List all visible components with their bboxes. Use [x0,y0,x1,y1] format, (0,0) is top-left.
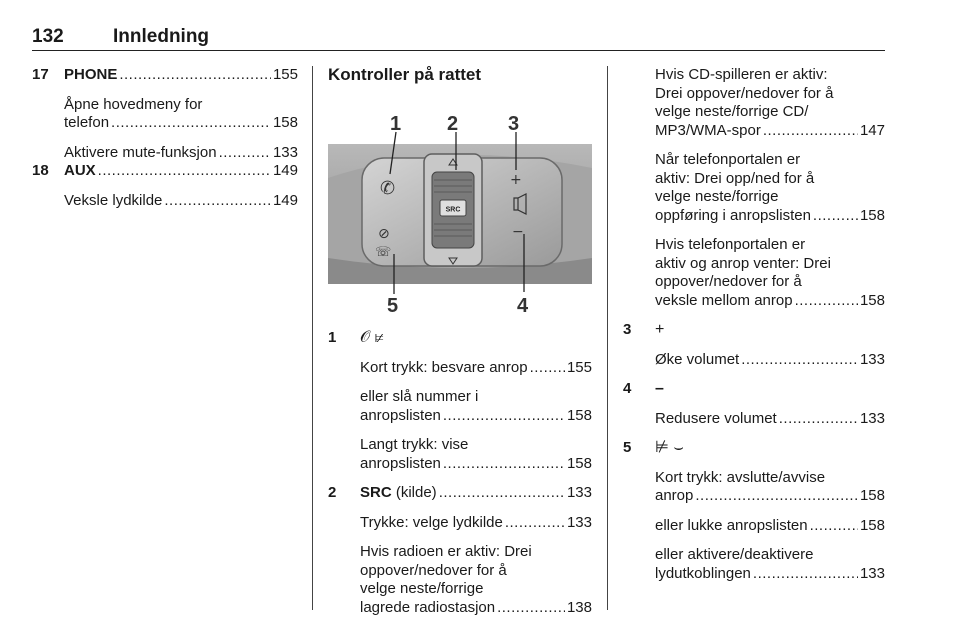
entry-text: eller slå nummer i [360,388,479,405]
entry-text: telefon [64,114,110,131]
entry-number: 3 [623,321,632,338]
entry-text: oppføring i anropslisten [655,206,811,224]
page-header [32,24,885,51]
entry-4 [623,380,885,428]
column-divider [312,66,313,610]
page-ref: 158 [859,516,885,534]
entry-text: Veksle lydkilde [64,191,163,209]
minus-icon: – [655,380,664,397]
entry-number: 4 [623,380,632,397]
entry-number: 17 [32,66,49,83]
entry-number: 2 [328,484,337,501]
index-row [64,114,298,133]
page-ref: 158 [272,114,298,131]
phone-icons: 𝒪 ⊭ [360,329,384,346]
src-label: SRC [445,206,461,214]
mute-icon: ⊘ [378,226,390,242]
index-row [360,455,592,474]
entry-text: Drei oppover/nedover for å [655,84,834,102]
entry-number: 5 [623,439,632,456]
page-title: Innledning [113,26,210,47]
column-divider [607,66,608,610]
page-ref: 158 [859,487,885,504]
page-number: 132 [32,26,64,47]
middle-column [328,66,592,85]
page-ref: 149 [272,191,298,209]
page-ref: 158 [566,406,592,424]
entry-text: anropslisten [360,406,441,424]
index-row [360,359,592,378]
callout-3: 3 [508,113,520,135]
hangup-mute-icons: ⊭ ⌣ [655,439,684,456]
page-ref: 147 [859,121,885,139]
entry-text: anropslisten [360,454,441,472]
entry-text: veksle mellom anrop [655,291,793,309]
index-row [655,207,885,226]
index-row [360,599,592,618]
entry-text: velge neste/forrige CD/ [655,103,809,120]
entry-17 [32,66,298,162]
entry-18 [32,162,298,210]
entry-text: Øke volumet [655,350,740,368]
entry-text: oppover/nedover for å [360,561,507,579]
entry-text: (kilde) [391,484,437,501]
entry-text: Langt trykk: vise [360,436,469,453]
entry-text: eller lukke anropslisten [655,516,808,534]
phone-answer-icon: ✆ [380,178,396,199]
entry-label: PHONE [64,66,118,83]
page-ref: 155 [272,66,298,83]
entry-text: velge neste/forrige [360,580,484,597]
page-ref: 158 [859,291,885,309]
index-row [360,407,592,426]
middle-column-list [328,329,592,617]
page-ref: 158 [859,206,885,224]
entry-text: Trykke: velge lydkilde [360,513,503,531]
entry-2 [328,484,592,617]
callout-4: 4 [517,295,529,317]
callout-2: 2 [447,113,459,135]
entry-text: Åpne hovedmeny for [64,95,203,113]
page-ref: 158 [566,454,592,472]
callout-1: 1 [390,113,402,135]
plus-icon: + [510,172,522,188]
page-ref: 138 [566,598,592,616]
entry-text: aktiv og anrop venter: Drei [655,254,831,272]
section-title: Kontroller på rattet [328,65,482,84]
entry-text: lagrede radiostasjon [360,598,496,616]
index-row [32,66,298,85]
index-row [655,122,885,141]
entry-text: oppover/nedover for å [655,273,802,290]
entry-text: Kort trykk: avslutte/avvise [655,468,826,486]
index-row [655,565,885,584]
entry-label: AUX [64,162,96,179]
entry-text: Kort trykk: besvare anrop [360,358,528,376]
entry-text: Hvis CD-spilleren er aktiv: [655,66,828,83]
entry-text: aktiv: Drei opp/ned for å [655,169,815,187]
index-row [64,192,298,211]
index-row [32,162,298,181]
page-ref: 149 [272,162,298,179]
page-ref: 133 [566,513,592,531]
entry-text: Hvis radioen er aktiv: Drei [360,543,532,560]
index-row [360,484,592,503]
entry-text: anrop [655,487,694,504]
index-row [655,487,885,506]
index-row [655,517,885,536]
index-row [360,514,592,533]
phone-hangup-icon: ☏ [375,245,392,260]
entry-text: eller aktivere/deaktivere [655,546,814,563]
entry-text: Hvis telefonportalen er [655,236,806,253]
index-row [655,292,885,311]
entry-text: lydutkoblingen [655,564,751,582]
left-column [32,66,298,210]
index-row [655,410,885,429]
entry-3 [623,321,885,369]
callout-5: 5 [387,295,399,317]
page-ref: 133 [859,409,885,427]
entry-text: MP3/WMA-spor [655,121,761,139]
page-ref: 133 [859,350,885,368]
page-ref: 133 [859,564,885,582]
entry-text: Når telefonportalen er [655,151,801,168]
entry-5 [623,439,885,583]
right-column [623,66,885,583]
page-ref: 133 [272,143,298,161]
entry-text: Redusere volumet [655,409,777,427]
minus-icon: − [512,224,524,240]
page-ref: 133 [566,484,592,501]
entry-number: 18 [32,162,49,179]
entry-text: Aktivere mute-funksjon [64,143,217,161]
steering-wheel-controls-figure [328,108,592,318]
entry-1 [328,329,592,473]
plus-icon: + [655,321,665,338]
entry-label: SRC [360,484,392,501]
entry-number: 1 [328,329,337,346]
index-row [655,351,885,370]
index-row [64,144,298,163]
page-ref: 155 [566,358,592,376]
entry-text: velge neste/forrige [655,188,779,205]
